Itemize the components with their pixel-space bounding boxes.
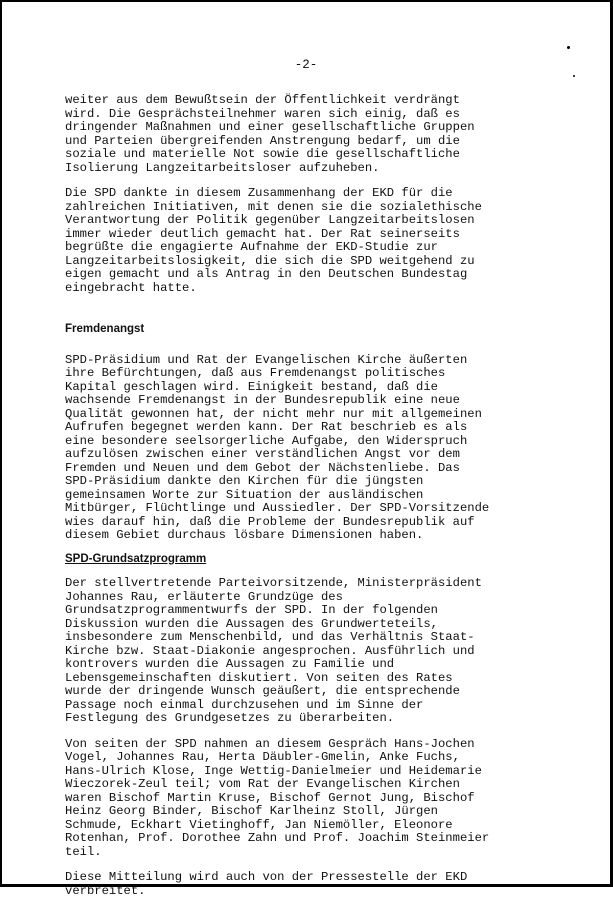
- paragraph-grundsatzprogramm: [65, 577, 555, 726]
- paragraph-mitteilung: [65, 871, 555, 898]
- text-line: zahlreichen Initiativen, mit denen sie die sozialethische: [65, 201, 555, 215]
- text-line: begrüßte die engagierte Aufnahme der EKD-Studie zur: [65, 241, 555, 255]
- text-line: Diese Mitteilung wird auch von der Pressestelle der EKD: [65, 871, 555, 885]
- text-line: wird. Die Gesprächsteilnehmer waren sich einig, daß es: [65, 108, 555, 122]
- text-line: Lebensgemeinschaften diskutiert. Von seiten des Rates: [65, 672, 555, 686]
- text-line: immer wieder deutlich gemacht hat. Der Rat seinerseits: [65, 228, 555, 242]
- text-line: eingebracht hatte.: [65, 282, 555, 296]
- paragraph-langzeitarbeitslosigkeit: [65, 94, 555, 175]
- paragraph-fremdenangst: [65, 354, 555, 543]
- text-line: SPD-Präsidium dankte den Kirchen für die jüngsten: [65, 475, 555, 489]
- page-number: -2-: [2, 58, 610, 72]
- text-line: Schmude, Eckhart Vietinghoff, Jan Niemöller, Eleonore: [65, 819, 555, 833]
- text-line: Fremden und Neuen und dem Gebot der Nächstenliebe. Das: [65, 462, 555, 476]
- text-line: Vogel, Johannes Rau, Herta Däubler-Gmelin, Anke Fuchs,: [65, 751, 555, 765]
- text-line: waren Bischof Martin Kruse, Bischof Gernot Jung, Bischof: [65, 792, 555, 806]
- text-line: Mitbürger, Flüchtlinge und Aussiedler. Der SPD-Vorsitzende: [65, 502, 555, 516]
- text-line: teil.: [65, 846, 555, 860]
- text-line: Wieczorek-Zeul teil; vom Rat der Evangelischen Kirchen: [65, 778, 555, 792]
- text-line: SPD-Präsidium und Rat der Evangelischen Kirche äußerten: [65, 354, 555, 368]
- text-line: kontrovers wurden die Aussagen zu Familie und: [65, 658, 555, 672]
- text-line: eine besondere seelsorgerliche Aufgabe, den Widerspruch: [65, 435, 555, 449]
- text-line: Johannes Rau, erläuterte Grundzüge des: [65, 591, 555, 605]
- text-line: wurde der dringende Wunsch geäußert, die entsprechende: [65, 685, 555, 699]
- text-line: insbesondere zum Menschenbild, und das Verhältnis Staat-: [65, 631, 555, 645]
- text-line: Grundsatzprogrammentwurfs der SPD. In der folgenden: [65, 604, 555, 618]
- paragraph-teilnehmer: [65, 738, 555, 860]
- text-line: Festlegung des Grundgesetzes zu überarbeiten.: [65, 712, 555, 726]
- text-line: dringender Maßnahmen und einer gesellschaftliche Gruppen: [65, 121, 555, 135]
- text-line: Die SPD dankte in diesem Zusammenhang der EKD für die: [65, 187, 555, 201]
- text-line: Kapital geschlagen wird. Einigkeit bestand, daß die: [65, 381, 555, 395]
- text-line: Passage noch einmal durchzusehen und im Sinne der: [65, 699, 555, 713]
- text-line: Hans-Ulrich Klose, Inge Wettig-Danielmeier und Heidemarie: [65, 765, 555, 779]
- document-body: [65, 94, 555, 898]
- text-line: Rotenhan, Prof. Dorothee Zahn und Prof. Joachim Steinmeier: [65, 832, 555, 846]
- paragraph-spd-dank: [65, 187, 555, 295]
- text-line: aufzulösen zwischen einer verständlichen Angst vor dem: [65, 448, 555, 462]
- text-line: Diskussion wurden die Aussagen des Grundwerteteils,: [65, 618, 555, 632]
- text-line: Heinz Georg Binder, Bischof Karlheinz Stoll, Jürgen: [65, 805, 555, 819]
- text-line: Aufrufen begegnet werden kann. Der Rat beschrieb es als: [65, 421, 555, 435]
- text-line: verbreitet.: [65, 885, 555, 898]
- text-line: weiter aus dem Bewußtsein der Öffentlichkeit verdrängt: [65, 94, 555, 108]
- heading-fremdenangst: Fremdenangst: [65, 323, 555, 337]
- text-line: wachsende Fremdenangst in der Bundesrepublik eine neue: [65, 394, 555, 408]
- text-line: Qualität gewonnen hat, der nicht mehr nur mit allgemeinen: [65, 408, 555, 422]
- text-line: gemeinsamen Worte zur Situation der ausländischen: [65, 489, 555, 503]
- text-line: diesem Gebiet durchaus lösbare Dimensionen haben.: [65, 529, 555, 543]
- text-line: und Parteien übergreifenden Anstrengung bedarf, um die: [65, 135, 555, 149]
- text-line: soziale und materielle Not sowie die gesellschaftliche: [65, 148, 555, 162]
- text-line: Isolierung Langzeitarbeitsloser aufzuheben.: [65, 162, 555, 176]
- heading-spd-grundsatzprogramm: SPD-Grundsatzprogramm: [65, 553, 555, 567]
- text-line: Verantwortung der Politik gegenüber Langzeitarbeitslosen: [65, 214, 555, 228]
- scan-speck: [573, 75, 575, 77]
- text-line: Der stellvertretende Parteivorsitzende, Ministerpräsident: [65, 577, 555, 591]
- text-line: Langzeitarbeitslosigkeit, die sich die SPD weitgehend zu: [65, 255, 555, 269]
- text-line: Kirche bzw. Staat-Diakonie angesprochen. Ausführlich und: [65, 645, 555, 659]
- text-line: eigen gemacht und als Antrag in den Deutschen Bundestag: [65, 268, 555, 282]
- scan-speck: [567, 46, 570, 49]
- text-line: wies darauf hin, daß die Probleme der Bundesrepublik auf: [65, 516, 555, 530]
- text-line: ihre Befürchtungen, daß aus Fremdenangst politisches: [65, 367, 555, 381]
- text-line: Von seiten der SPD nahmen an diesem Gespräch Hans-Jochen: [65, 738, 555, 752]
